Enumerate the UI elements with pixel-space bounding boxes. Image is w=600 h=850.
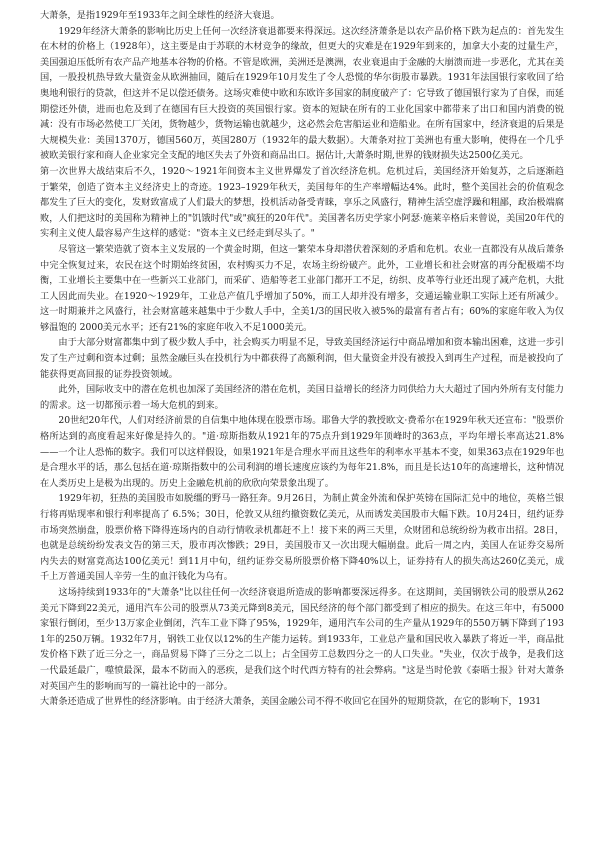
- paragraph-postwar-boom: 第一次世界大战结束后不久，1920～1921年间资本主义世界爆发了首次经济危机。危机过后，美国经济开始复苏，之后逐渐趋于繁荣，创造了资本主义经济史上的奇迹。1923–1929年秋天，美国每年的生产率增幅达4%。此时，整个美国社会的价值观念都发生了巨大的变化，发财致富成了人们最大的梦想，投机活动备受青睐，享乐之风盛行，精神生活空虚浮躁和粗鄙，政治极端腐败，人们把这时的美国称为精神上的"饥饿时代"或"疯狂的20年代"。美国著名历史学家小阿瑟·施莱辛格后来曾说，美国20年代的实利主义使人最容易产生这样的感觉："资本主义已经走到尽头了。": [40, 165, 564, 240]
- paragraph-1929-crash: 1929年初，狂热的美国股市如脱缰的野马一路狂奔。9月26日，为制止黄金外流和保护英镑在国际汇兑中的地位，英格兰银行将再贴现率和银行利率提高了 6.5%；30日，伦敦又从纽约撤资数亿美元，从而诱发美国股市大幅下跌。10月24日，纽约证券市场突然崩盘，股票价格下降得连场内的自动行情收录机都赶不上！接下来的两三天里，众财团和总统纷纷为救市出招。28日，也就是总统纷纷发表文告的第三天，股市再次惨跌；29日，美国股市又一次出现大幅崩盘。此后一周之内，美国人在证券交易所内失去的财富竟高达100亿美元！到11月中旬，纽约证券交易所股票价格下降40%以上，证券持有人的损失高达260亿美元，成千上万普通美国人辛劳一生的血汗钱化为乌有。: [40, 493, 564, 583]
- paragraph-intro: 大萧条，是指1929年至1933年之间全球性的经济大衰退。: [40, 10, 280, 21]
- paragraph-wealth-concentration: 由于大部分财富都集中到了极少数人手中，社会购买力明显不足，导致美国经济运行中商品增加和资本输出困难，这进一步引发了生产过剩和资本过剩；虽然金融巨头在投机行为中都获得了高额利润，但大量资金并没有被投入到再生产过程，而是被投向了能获得更高回报的证券投资领域。: [40, 337, 564, 380]
- paragraph-hidden-crisis: 尽管这一繁荣造就了资本主义发展的一个黄金时期，但这一繁荣本身却潜伏着深刻的矛盾和危机。农业一直都没有从战后萧条中完全恢复过来，农民在这个时期始终贫困，农村购买力不足，农场主纷纷破产。此外，工业增长和社会财富的再分配极端不均衡，工业增长主要集中在一些新兴工业部门，而采矿、造船等老工业部门都开工不足，纺织、皮革等行业还出现了减产危机，大批工人因此而失业。在1920～1929年，工业总产值几乎增加了50%，而工人却并没有增多，交通运输业职工实际上还有所减少。这一时期兼并之风盛行，社会财富越来越集中于少数人手中，全美1/3的国民收入被5%的最富有者占有；60%的家庭年收入为仅够温饱的 2000美元水平；还有21%的家庭年收入不足1000美元。: [40, 243, 564, 333]
- paragraph-stock-market-confidence: 20世纪20年代，人们对经济前景的自信集中地体现在股票市场。耶鲁大学的教授欧文·费希尔在1929年秋天还宣布："股票价格所达到的高度看起来好像是持久的。"道·琼斯指数从1921年的75点升到1929年顶峰时的363点，平均年增长率高达21.8%——一个让人恐怖的数字。我们可以这样假设，如果1921年是合理水平而且这些年的利率水平基本不变，如果363点在1929年也是合理水平的话，那么包括在道·琼斯指数中的公司利润的增长速度应该约为每年21.8%，而且是长达10年的高速增长，这种情况在人类历史上是极为出现的。历史上金融危机前的欣欣向荣景象出现了。: [40, 415, 564, 489]
- paragraph-impact-overview: 1929年经济大萧条的影响比历史上任何一次经济衰退都要来得深远。这次经济萧条是以农产品价格下跌为起点的：首先发生在木材的价格上（1928年），这主要是由于苏联的木材竞争的缘故，但更大的灾难是在1929年到来的，加拿大小麦的过量生产，美国强迫压低所有农产品产地基本谷物的价格。不管是欧洲，美洲还是澳洲，农业衰退由于金融的大崩溃而进一步恶化，尤其在美国，一股投机热导致大量资金从欧洲抽回，随后在1929年10月发生了令人恐慌的华尔街股市暴跌。1931年法国银行家收回了给奥地利银行的贷款，但这并不足以偿还债务。这场灾难使中欧和东欧许多国家的制度破产了：它导致了德国银行家为了自保，而延期偿还外债，进而也危及到了在德国有巨大投资的英国银行家。资本的短缺在所有的工业化国家中都带来了出口和国内消费的锐减：没有市场必然使工厂关闭，货物越少，货物运输也就越少，这必然会危害船运业和造船业。在所有国家中，经济衰退的后果是大规模失业：美国1370万，德国560万，英国280万（1932年的最大数据）。大萧条对拉丁美洲也有重大影响，使得在一个几乎被欧美银行家和商人企业家完全支配的地区失去了外资和商品出口。据估计,大萧条时期,世界的钱财损失达2500亿美元。: [40, 25, 564, 162]
- paragraph-depression-effects: 这场持续到1933年的"大萧条"比以往任何一次经济衰退所造成的影响都要深远得多。在这期间，美国钢铁公司的股票从262美元下降到22美元，通用汽车公司的股票从73美元降到8美元，国民经济的每个部门都受到了相应的损失。在这三年中，有5000家银行倒闭，至少13万家企业倒闭，汽车工业下降了95%，1929年，通用汽车公司的生产量从1929年的550万辆下降到了1931年的250万辆。1932年7月，钢铁工业仅以12%的生产能力运转。到1933年，工业总产量和国民收入暴跌了将近一半，商品批发价格下跌了近三分之一，商品贸易下降了三分之二以上；占全国劳工总数四分之一的人口失业。"失业，仅次于战争，是我们这一代最延最广，噬愤最深，最本不防而入的恶疾，是我们这个时代西方特有的社会弊病。"这是当时伦敦《泰晤士报》针对大萧条对英国产生的影响而写的一篇社论中的一部分。: [40, 586, 564, 692]
- paragraph-balance-of-payments: 此外，国际收支中的潜在危机也加深了美国经济的潜在危机，美国日益增长的经济力同供给力大大超过了国内外所有支付能力的需求。这一切都预示着一场大危机的到来。: [40, 384, 564, 411]
- paragraph-world-impact: 大萧条还造成了世界性的经济影响。由于经济大萧条，美国金融公司不得不收回它在国外的短期贷款，在它的影响下，1931: [40, 696, 542, 708]
